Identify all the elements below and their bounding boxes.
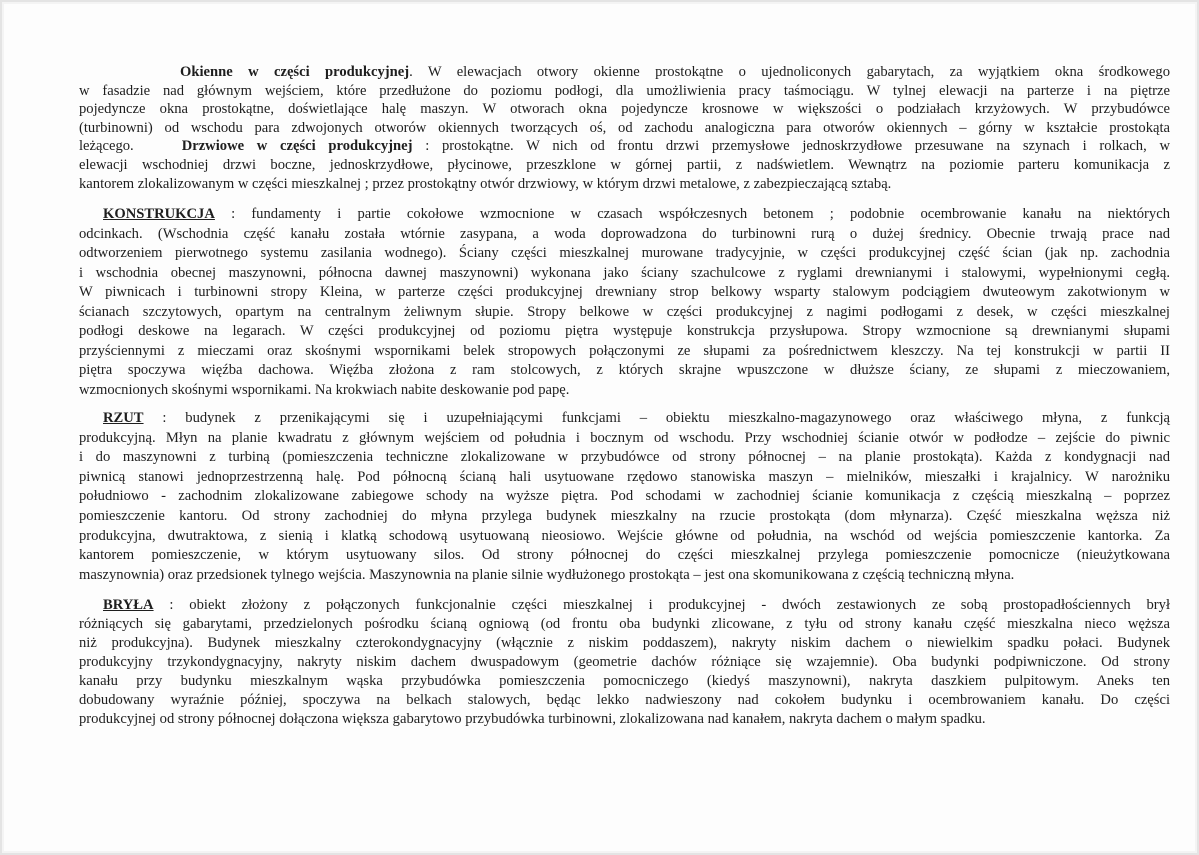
body-text: W piwnicach i turbinowni stropy Kleina, w parterze części produkcyjnej drewniany strop belkowy wsparty stalowym podciągiem dwuteowym zakotwionym w (79, 284, 1170, 300)
section-heading: KONSTRUKCJA (103, 206, 215, 222)
body-text: ścianach szczytowych, opartym na centralnym żeliwnym słupie. Stropy belkowe w części produkcyjnej z nagimi podłogami z desek, w części mieszkalnej (79, 303, 1170, 320)
section-heading: RZUT (103, 410, 144, 426)
body-text: przyściennymi z mieczami oraz skośnymi wspornikami belek stropowych połączonymi ze słupami za pośrednictwem kleszczy. Na tej konstrukcji w partii II (79, 342, 1170, 359)
text-line (79, 244, 1170, 264)
body-text: produkcyjna, dwutraktowa, z sienią i klatką schodową usytuowaną nieosiowo. Wejście główne od południa, na wschód od wejścia pomieszczenie kantorka. Za (79, 527, 1170, 544)
text-line (79, 283, 1170, 303)
text-line (79, 63, 1170, 82)
body-text: produkcyjny trzykondygnacyjny, nakryty niskim dachem dwuspadowym (geometrie dachów różniące się wzajemnie). Oba budynki podpiwniczone. Od strony (79, 654, 1170, 670)
body-text: podłogi deskowe na legarach. W części produkcyjnej od poziomu piętra występuje konstrukcja przysłupowa. Stropy wzmocnione są drewnianymi słupami (79, 323, 1170, 339)
text-line (79, 546, 1170, 566)
text-line (79, 205, 1170, 225)
body-text: i wschodnia obecnej maszynowni, północna dawnej maszynowni) wykonana jako ściany szachulcowe z ryglami drewnianymi i stalowymi, wypełnionymi cegłą. (79, 264, 1170, 281)
text-line (79, 566, 1170, 586)
text-line (79, 596, 1170, 615)
body-text: pojedyncze okna prostokątne, doświetlające halę maszyn. W otworach okna pojedyncze krosnowe w większości o podziałach krzyżowych. W przybudówce (79, 101, 1170, 118)
text-line (79, 322, 1170, 342)
text-line (79, 303, 1170, 323)
body-text: różniących się gabarytami, przedzielonych pośrodku ścianą ogniową (od frontu oba budynki zlicowane, z tyłu od strony kanału część mieszkalna nieco węższa (79, 616, 1170, 632)
text-line (79, 487, 1170, 507)
text-line (79, 175, 1170, 194)
body-text: : budynek z przenikającymi się i uzupełniającymi funkcjami – obiektu mieszkalno-magazynowego oraz właściwego młyna, z funkcją (143, 410, 1170, 426)
text-line (79, 225, 1170, 245)
text-line (79, 119, 1170, 138)
text-line (79, 429, 1170, 449)
text-line (79, 82, 1170, 101)
section-heading: Drzwiowe w części produkcyjnej (181, 138, 413, 155)
body-text: kantorem pomieszczenie, w którym usytuowany silos. Od strony północnej do części mieszkalnej przylega pomieszczenie pomocnicze (nieużytkowana (79, 547, 1170, 564)
body-text: : obiekt złożony z połączonych funkcjonalnie części mieszkalnej i produkcyjnej - dwóch zestawionych ze sobą prostopadłościennych brył (153, 597, 1170, 613)
body-text: odtworzeniem pierwotnego systemu zasilania wodnego). Ściany części mieszkalnej murowane tradycyjnie, w części produkcyjnej część ścian (jak np. zachodnia (79, 245, 1170, 261)
text-line (79, 468, 1170, 488)
text-line (79, 156, 1170, 175)
body-text: piętra spoczywa więźba dachowa. Więźba złożona z ram stolcowych, z których skrajne wpuszczone w dłuższe ściany, ze słupami z mieczowaniem, (79, 362, 1170, 378)
body-text: maszynownia) oraz przedsionek tylnego wejścia. Maszynownia na planie silnie wydłużonego prostokąta – jest ona skomunikowana z częścią techniczną młyna. (79, 566, 1015, 583)
body-text: i do maszynowni z turbiną (pomieszczenia techniczne zlokalizowane w przybudówce od strony północnej – na planie prostokąta). Każda z kondygnacji nad (79, 449, 1170, 466)
body-text: . W elewacjach otwory okienne prostokątne o ujednoliconych gabarytach, za wyjątkiem okna środkowego (409, 64, 1170, 80)
body-text: piwnicą stanowi jednoprzestrzenną halę. Pod północną ścianą hali usytuowane rzędowo stanowiska maszyn – mielników, mieszałki i krajalnicy. W narożniku (79, 468, 1170, 485)
text-line (79, 527, 1170, 547)
body-text: pomieszczenie kantoru. Od strony zachodniej do młyna przylega budynek mieszkalny na rzucie prostokąta (dom młynarza). Część mieszkalna węższa niż (79, 507, 1170, 524)
body-text: elewacji wschodniej drzwi boczne, jednoskrzydłowe, płycinowe, przeszklone w górnej partii, z nadświetlem. Wewnątrz na poziomie parteru komunikacja z (79, 156, 1170, 173)
text-line (79, 409, 1170, 429)
text-line (79, 507, 1170, 527)
body-text: produkcyjną. Młyn na planie kwadratu z głównym wejściem od południa i bocznym od wschodu. Przy wschodniej ścianie otwór w podłodze – zejście do piwnic (79, 429, 1170, 446)
paragraph-bryla (79, 596, 1170, 729)
body-text: : fundamenty i partie cokołowe wzmocnione w czasach współczesnych betonem ; podobnie ocembrowanie kanału na niektórych (214, 206, 1170, 222)
paragraph-rzut (79, 409, 1170, 585)
body-text: : prostokątne. W nich od frontu drzwi przemysłowe jednoskrzydłowe przesuwane na szynach i rolkach, w (412, 138, 1170, 155)
text-line (79, 361, 1170, 381)
body-text: produkcyjnej od strony północnej dołączona większa gabarytowo przybudówka turbinowni, zlokalizowana nad kanałem, nakryta dachem o małym spadku. (79, 711, 986, 727)
text-line (79, 615, 1170, 634)
section-heading: BRYŁA (103, 597, 154, 613)
text-line (79, 710, 1170, 729)
body-text: wzmocnionych skośnymi wspornikami. Na krokwiach nabite deskowanie pod papę. (79, 381, 570, 398)
text-line (79, 137, 1170, 156)
body-text: niż produkcyjna). Budynek mieszkalny czterokondygnacyjny (włącznie z niskim poddaszem), nakryty niskim dachem o niewielkim spadku połaci. Budynek (79, 635, 1170, 651)
body-text: odcinkach. (Wschodnia część kanału została wtórnie zasypana, a woda doprowadzona do turbinowni rurą o dużej średnicy. Obecnie trwają prace nad (79, 225, 1170, 242)
text-line (79, 342, 1170, 362)
body-text: kantorem zlokalizowanym w części mieszkalnej ; przez prostokątny otwór drzwiowy, w którym drzwi metalowe, z zabezpieczającą sztabą. (79, 175, 892, 192)
text-line (79, 691, 1170, 710)
paragraph-okienne (79, 63, 1170, 193)
body-text: kanału przy budynku mieszkalnym wąska przybudówka pomieszczenia pomocniczego (kiedyś maszynowni), nakryta daszkiem pulpitowym. Aneks ten (79, 673, 1170, 689)
body-text: (turbinowni) od wschodu para zdwojonych otworów okiennych tworzących oś, od zachodu analogiczna para otworów okiennych – górny w kształcie prostokąta (79, 119, 1170, 136)
body-text: w fasadzie nad głównym wejściem, które przedłużone do poziomu podłogi, dla umożliwienia pracy taśmociągu. W tylnej elewacji na parterze i na piętrze (79, 82, 1170, 99)
paragraph-konstrukcja (79, 205, 1170, 400)
text-line (79, 448, 1170, 468)
body-text: dobudowany wyraźnie później, spoczywa na belkach stalowych, będąc lekko nadwieszony nad cokołem budynku i ocembrowaniem kanału. Do części (79, 692, 1170, 708)
text-line (79, 100, 1170, 119)
text-line (79, 653, 1170, 672)
body-text: leżącego. (79, 138, 134, 155)
section-heading: Okienne w części produkcyjnej (180, 64, 410, 80)
text-line (79, 381, 1170, 401)
text-line (79, 672, 1170, 691)
text-line (79, 634, 1170, 653)
text-line (79, 264, 1170, 284)
body-text: południowo - zachodnim zlokalizowane zabiegowe schody na wyższe piętra. Pod schodami w zachodniej ścianie komunikacja z częścią mieszkalną – poprzez (79, 488, 1170, 505)
